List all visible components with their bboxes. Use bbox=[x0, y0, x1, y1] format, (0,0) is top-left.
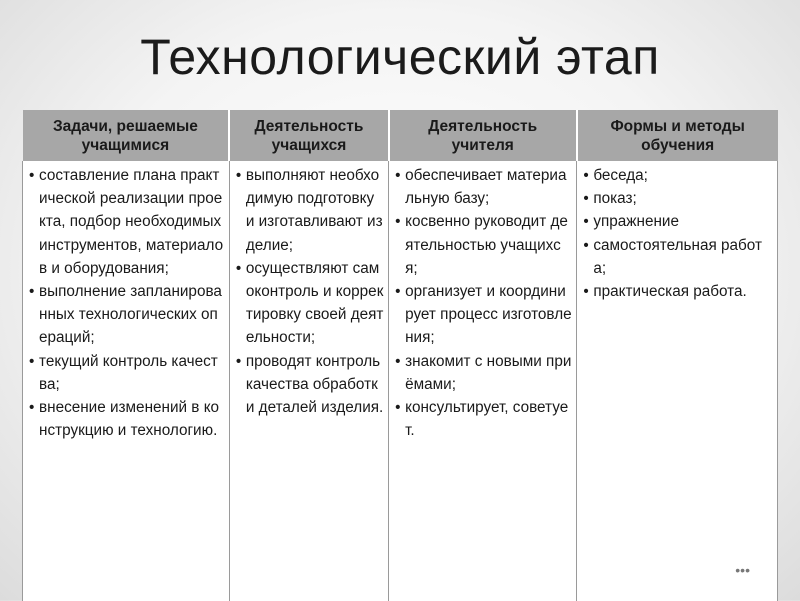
tasks-list bbox=[27, 161, 225, 442]
list-item: • выполняют необходимую подготовку и изготавливают изделие; bbox=[234, 164, 384, 257]
page-title: Технологический этап bbox=[140, 29, 660, 85]
list-item: • практическая работа. bbox=[581, 280, 773, 303]
stage-table bbox=[22, 110, 778, 601]
list-item: • консультирует, советует. bbox=[393, 396, 572, 442]
list-item: • показ; bbox=[581, 187, 773, 210]
forms-methods-list bbox=[581, 161, 773, 303]
list-item: • беседа; bbox=[581, 164, 773, 187]
dots-icon[interactable]: ••• bbox=[735, 562, 750, 578]
list-item: • выполнение запланированных технологических операций; bbox=[27, 280, 225, 350]
list-item: • составление плана практической реализации проекта, подбор необходимых инструментов, материалов и оборудования; bbox=[27, 164, 225, 280]
student-activity-list bbox=[234, 161, 384, 419]
cell-forms-methods bbox=[577, 161, 778, 601]
header-tasks: Задачи, решаемые учащимися bbox=[23, 110, 230, 161]
list-item: • организует и координирует процесс изготовления; bbox=[393, 280, 572, 350]
table-row bbox=[23, 161, 778, 601]
cell-teacher-activity bbox=[389, 161, 577, 601]
list-item: • самостоятельная работа; bbox=[581, 234, 773, 280]
list-item: • знакомит с новыми приёмами; bbox=[393, 350, 572, 396]
list-item: • обеспечивает материальную базу; bbox=[393, 164, 572, 210]
cell-student-activity bbox=[229, 161, 388, 601]
header-student-activity: Деятельность учащихся bbox=[229, 110, 388, 161]
list-item: • внесение изменений в конструкцию и технологию. bbox=[27, 396, 225, 442]
list-item: • упражнение bbox=[581, 210, 773, 233]
header-teacher-activity: Деятельность учителя bbox=[389, 110, 577, 161]
list-item: • проводят контроль качества обработки деталей изделия. bbox=[234, 350, 384, 420]
header-forms-methods: Формы и методы обучения bbox=[577, 110, 778, 161]
list-item: • осуществляют самоконтроль и корректировку своей деятельности; bbox=[234, 257, 384, 350]
cell-tasks bbox=[23, 161, 230, 601]
table-header-row bbox=[23, 110, 778, 161]
teacher-activity-list bbox=[393, 161, 572, 442]
list-item: • текущий контроль качества; bbox=[27, 350, 225, 396]
list-item: • косвенно руководит деятельностью учащихся; bbox=[393, 210, 572, 280]
